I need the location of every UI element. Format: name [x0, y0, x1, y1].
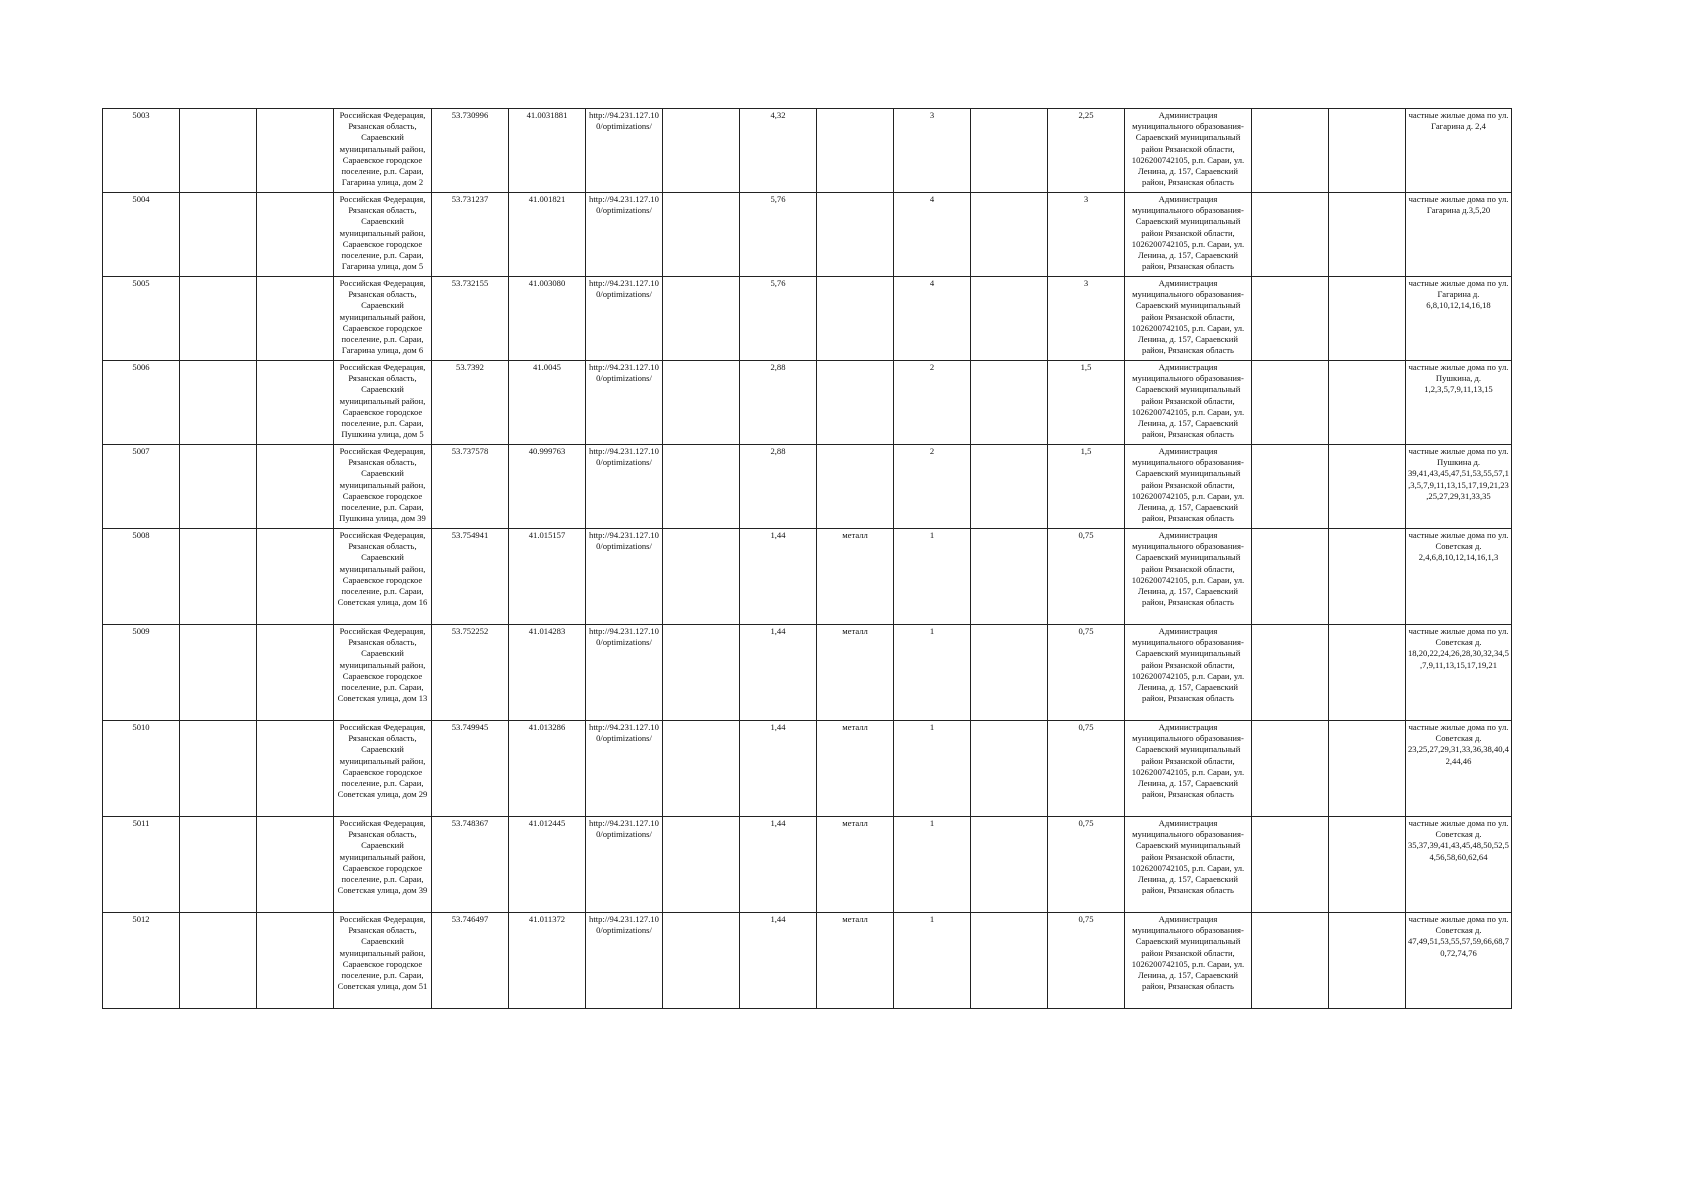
cell-latitude: 53.731237 — [432, 193, 509, 277]
cell-address: Российская Федерация, Рязанская область, Сараевский муниципальный район, Сараевское городское поселение, р.п. Сараи, Пушкина улица, дом 39 — [334, 445, 432, 529]
cell-id: 5011 — [103, 817, 180, 913]
cell-empty — [663, 625, 740, 721]
cell-id: 5006 — [103, 361, 180, 445]
cell-longitude: 41.001821 — [509, 193, 586, 277]
cell-longitude: 41.012445 — [509, 817, 586, 913]
cell-address: Российская Федерация, Рязанская область, Сараевский муниципальный район, Сараевское городское поселение, р.п. Сараи, Советская улица, дом 13 — [334, 625, 432, 721]
cell-longitude: 41.003080 — [509, 277, 586, 361]
cell-empty — [180, 277, 257, 361]
cell-empty — [1329, 625, 1406, 721]
cell-note: частные жилые дома по ул. Гагарина д.3,5,20 — [1406, 193, 1512, 277]
table-row — [103, 445, 1512, 529]
cell-id: 5005 — [103, 277, 180, 361]
cell-url: http://94.231.127.100/optimizations/ — [586, 913, 663, 1009]
cell-url: http://94.231.127.100/optimizations/ — [586, 625, 663, 721]
cell-empty — [257, 277, 334, 361]
cell-count: 2 — [894, 361, 971, 445]
table-row — [103, 193, 1512, 277]
cell-address: Российская Федерация, Рязанская область, Сараевский муниципальный район, Сараевское городское поселение, р.п. Сараи, Гагарина улица, дом 6 — [334, 277, 432, 361]
cell-area: 5,76 — [740, 277, 817, 361]
table-row — [103, 277, 1512, 361]
cell-latitude: 53.730996 — [432, 109, 509, 193]
cell-material: металл — [817, 817, 894, 913]
cell-empty — [257, 721, 334, 817]
cell-empty — [1329, 193, 1406, 277]
cell-note: частные жилые дома по ул. Советская д. 47,49,51,53,55,57,59,66,68,70,72,74,76 — [1406, 913, 1512, 1009]
cell-empty — [663, 361, 740, 445]
cell-owner: Администрация муниципального образования-Сараевский муниципальный район Рязанской области, 1026200742105, р.п. Сараи, ул. Ленина, д. 157, Сараевский район, Рязанская область — [1125, 817, 1252, 913]
cell-id: 5007 — [103, 445, 180, 529]
cell-area: 5,76 — [740, 193, 817, 277]
registry-body — [103, 109, 1512, 1009]
cell-material: металл — [817, 721, 894, 817]
cell-volume: 0,75 — [1048, 817, 1125, 913]
cell-volume: 1,5 — [1048, 361, 1125, 445]
cell-longitude: 40.999763 — [509, 445, 586, 529]
cell-address: Российская Федерация, Рязанская область, Сараевский муниципальный район, Сараевское городское поселение, р.п. Сараи, Советская улица, дом 29 — [334, 721, 432, 817]
cell-note: частные жилые дома по ул. Советская д. 2,4,6,8,10,12,14,16,1,3 — [1406, 529, 1512, 625]
cell-material — [817, 445, 894, 529]
cell-latitude: 53.749945 — [432, 721, 509, 817]
cell-empty — [180, 445, 257, 529]
cell-volume: 0,75 — [1048, 913, 1125, 1009]
cell-note: частные жилые дома по ул. Советская д. 23,25,27,29,31,33,36,38,40,42,44,46 — [1406, 721, 1512, 817]
cell-material — [817, 109, 894, 193]
cell-url: http://94.231.127.100/optimizations/ — [586, 817, 663, 913]
cell-empty — [971, 721, 1048, 817]
cell-empty — [1252, 193, 1329, 277]
cell-note: частные жилые дома по ул. Советская д. 35,37,39,41,43,45,48,50,52,54,56,58,60,62,64 — [1406, 817, 1512, 913]
cell-empty — [663, 277, 740, 361]
cell-empty — [971, 109, 1048, 193]
cell-longitude: 41.015157 — [509, 529, 586, 625]
cell-longitude: 41.0045 — [509, 361, 586, 445]
cell-count: 1 — [894, 625, 971, 721]
cell-longitude: 41.011372 — [509, 913, 586, 1009]
cell-area: 1,44 — [740, 625, 817, 721]
cell-volume: 3 — [1048, 193, 1125, 277]
cell-address: Российская Федерация, Рязанская область, Сараевский муниципальный район, Сараевское городское поселение, р.п. Сараи, Пушкина улица, дом 5 — [334, 361, 432, 445]
cell-url: http://94.231.127.100/optimizations/ — [586, 193, 663, 277]
cell-empty — [1329, 721, 1406, 817]
cell-count: 4 — [894, 193, 971, 277]
cell-url: http://94.231.127.100/optimizations/ — [586, 529, 663, 625]
cell-address: Российская Федерация, Рязанская область, Сараевский муниципальный район, Сараевское городское поселение, р.п. Сараи, Советская улица, дом 51 — [334, 913, 432, 1009]
cell-owner: Администрация муниципального образования-Сараевский муниципальный район Рязанской области, 1026200742105, р.п. Сараи, ул. Ленина, д. 157, Сараевский район, Рязанская область — [1125, 277, 1252, 361]
cell-area: 1,44 — [740, 721, 817, 817]
cell-owner: Администрация муниципального образования-Сараевский муниципальный район Рязанской области, 1026200742105, р.п. Сараи, ул. Ленина, д. 157, Сараевский район, Рязанская область — [1125, 529, 1252, 625]
cell-owner: Администрация муниципального образования-Сараевский муниципальный район Рязанской области, 1026200742105, р.п. Сараи, ул. Ленина, д. 157, Сараевский район, Рязанская область — [1125, 625, 1252, 721]
cell-owner: Администрация муниципального образования-Сараевский муниципальный район Рязанской области, 1026200742105, р.п. Сараи, ул. Ленина, д. 157, Сараевский район, Рязанская область — [1125, 913, 1252, 1009]
cell-note: частные жилые дома по ул. Пушкина, д. 1,2,3,5,7,9,11,13,15 — [1406, 361, 1512, 445]
table-row — [103, 529, 1512, 625]
cell-empty — [1329, 361, 1406, 445]
cell-note: частные жилые дома по ул. Советская д. 18,20,22,24,26,28,30,32,34,5,7,9,11,13,15,17,19,21 — [1406, 625, 1512, 721]
cell-empty — [1252, 817, 1329, 913]
cell-owner: Администрация муниципального образования-Сараевский муниципальный район Рязанской области, 1026200742105, р.п. Сараи, ул. Ленина, д. 157, Сараевский район, Рязанская область — [1125, 193, 1252, 277]
cell-empty — [1252, 445, 1329, 529]
cell-empty — [257, 625, 334, 721]
registry-table — [102, 108, 1512, 1009]
cell-empty — [971, 625, 1048, 721]
cell-empty — [180, 817, 257, 913]
cell-empty — [1329, 445, 1406, 529]
cell-empty — [1252, 361, 1329, 445]
cell-empty — [180, 529, 257, 625]
cell-count: 1 — [894, 817, 971, 913]
cell-volume: 2,25 — [1048, 109, 1125, 193]
cell-url: http://94.231.127.100/optimizations/ — [586, 721, 663, 817]
cell-count: 3 — [894, 109, 971, 193]
cell-empty — [971, 193, 1048, 277]
cell-count: 1 — [894, 721, 971, 817]
cell-volume: 0,75 — [1048, 721, 1125, 817]
cell-id: 5012 — [103, 913, 180, 1009]
cell-empty — [1252, 721, 1329, 817]
cell-empty — [663, 817, 740, 913]
cell-empty — [663, 109, 740, 193]
cell-material — [817, 193, 894, 277]
cell-address: Российская Федерация, Рязанская область, Сараевский муниципальный район, Сараевское городское поселение, р.п. Сараи, Гагарина улица, дом 2 — [334, 109, 432, 193]
cell-empty — [971, 445, 1048, 529]
cell-id: 5008 — [103, 529, 180, 625]
cell-longitude: 41.013286 — [509, 721, 586, 817]
cell-empty — [180, 913, 257, 1009]
cell-empty — [1252, 913, 1329, 1009]
cell-id: 5010 — [103, 721, 180, 817]
table-row — [103, 913, 1512, 1009]
cell-material — [817, 361, 894, 445]
cell-note: частные жилые дома по ул. Гагарина д. 2,4 — [1406, 109, 1512, 193]
cell-empty — [1329, 529, 1406, 625]
cell-url: http://94.231.127.100/optimizations/ — [586, 361, 663, 445]
cell-empty — [1252, 109, 1329, 193]
cell-latitude: 53.746497 — [432, 913, 509, 1009]
cell-empty — [257, 193, 334, 277]
cell-volume: 0,75 — [1048, 529, 1125, 625]
cell-address: Российская Федерация, Рязанская область, Сараевский муниципальный район, Сараевское городское поселение, р.п. Сараи, Советская улица, дом 16 — [334, 529, 432, 625]
cell-empty — [1329, 817, 1406, 913]
cell-material: металл — [817, 625, 894, 721]
cell-empty — [1252, 277, 1329, 361]
cell-area: 1,44 — [740, 817, 817, 913]
cell-area: 2,88 — [740, 445, 817, 529]
cell-note: частные жилые дома по ул. Гагарина д. 6,8,10,12,14,16,18 — [1406, 277, 1512, 361]
table-row — [103, 361, 1512, 445]
cell-owner: Администрация муниципального образования-Сараевский муниципальный район Рязанской области, 1026200742105, р.п. Сараи, ул. Ленина, д. 157, Сараевский район, Рязанская область — [1125, 109, 1252, 193]
cell-area: 1,44 — [740, 529, 817, 625]
cell-empty — [971, 913, 1048, 1009]
cell-area: 1,44 — [740, 913, 817, 1009]
cell-id: 5003 — [103, 109, 180, 193]
cell-owner: Администрация муниципального образования-Сараевский муниципальный район Рязанской области, 1026200742105, р.п. Сараи, ул. Ленина, д. 157, Сараевский район, Рязанская область — [1125, 721, 1252, 817]
cell-empty — [663, 445, 740, 529]
cell-latitude: 53.754941 — [432, 529, 509, 625]
cell-address: Российская Федерация, Рязанская область, Сараевский муниципальный район, Сараевское городское поселение, р.п. Сараи, Советская улица, дом 39 — [334, 817, 432, 913]
cell-empty — [180, 625, 257, 721]
cell-empty — [257, 445, 334, 529]
cell-note: частные жилые дома по ул. Пушкина д. 39,41,43,45,47,51,53,55,57,1,3,5,7,9,11,13,15,17,19,21,23,25,27,29,31,33,35 — [1406, 445, 1512, 529]
cell-material: металл — [817, 529, 894, 625]
cell-longitude: 41.014283 — [509, 625, 586, 721]
table-row — [103, 817, 1512, 913]
cell-latitude: 53.748367 — [432, 817, 509, 913]
cell-empty — [1252, 625, 1329, 721]
cell-count: 2 — [894, 445, 971, 529]
table-row — [103, 625, 1512, 721]
cell-count: 1 — [894, 529, 971, 625]
cell-volume: 1,5 — [1048, 445, 1125, 529]
cell-empty — [663, 721, 740, 817]
cell-empty — [180, 721, 257, 817]
cell-count: 4 — [894, 277, 971, 361]
cell-id: 5009 — [103, 625, 180, 721]
cell-volume: 0,75 — [1048, 625, 1125, 721]
cell-owner: Администрация муниципального образования-Сараевский муниципальный район Рязанской области, 1026200742105, р.п. Сараи, ул. Ленина, д. 157, Сараевский район, Рязанская область — [1125, 445, 1252, 529]
cell-material: металл — [817, 913, 894, 1009]
cell-latitude: 53.752252 — [432, 625, 509, 721]
cell-latitude: 53.732155 — [432, 277, 509, 361]
table-row — [103, 109, 1512, 193]
cell-empty — [180, 361, 257, 445]
cell-url: http://94.231.127.100/optimizations/ — [586, 445, 663, 529]
cell-empty — [257, 361, 334, 445]
cell-empty — [1329, 913, 1406, 1009]
cell-id: 5004 — [103, 193, 180, 277]
cell-longitude: 41.0031881 — [509, 109, 586, 193]
cell-area: 4,32 — [740, 109, 817, 193]
cell-empty — [663, 913, 740, 1009]
cell-empty — [257, 529, 334, 625]
cell-url: http://94.231.127.100/optimizations/ — [586, 109, 663, 193]
cell-address: Российская Федерация, Рязанская область, Сараевский муниципальный район, Сараевское городское поселение, р.п. Сараи, Гагарина улица, дом 5 — [334, 193, 432, 277]
cell-empty — [971, 277, 1048, 361]
cell-empty — [663, 193, 740, 277]
cell-empty — [257, 109, 334, 193]
cell-area: 2,88 — [740, 361, 817, 445]
cell-empty — [180, 109, 257, 193]
cell-empty — [1252, 529, 1329, 625]
table-row — [103, 721, 1512, 817]
cell-empty — [1329, 277, 1406, 361]
cell-owner: Администрация муниципального образования-Сараевский муниципальный район Рязанской области, 1026200742105, р.п. Сараи, ул. Ленина, д. 157, Сараевский район, Рязанская область — [1125, 361, 1252, 445]
cell-latitude: 53.7392 — [432, 361, 509, 445]
cell-volume: 3 — [1048, 277, 1125, 361]
cell-empty — [971, 529, 1048, 625]
cell-count: 1 — [894, 913, 971, 1009]
cell-empty — [180, 193, 257, 277]
cell-material — [817, 277, 894, 361]
cell-empty — [1329, 109, 1406, 193]
cell-url: http://94.231.127.100/optimizations/ — [586, 277, 663, 361]
cell-empty — [971, 361, 1048, 445]
cell-empty — [257, 913, 334, 1009]
cell-latitude: 53.737578 — [432, 445, 509, 529]
cell-empty — [257, 817, 334, 913]
cell-empty — [971, 817, 1048, 913]
cell-empty — [663, 529, 740, 625]
